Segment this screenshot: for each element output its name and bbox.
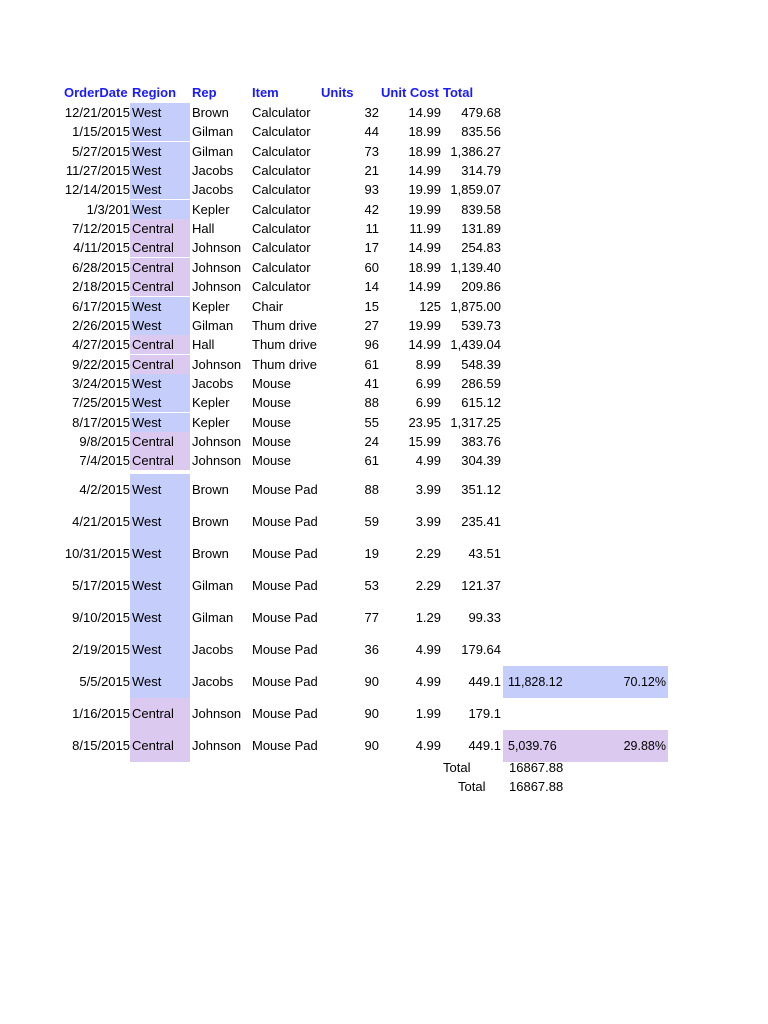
units-cell[interactable]: 73 [364, 143, 379, 159]
order-date-cell[interactable]: 4/11/2015 [73, 240, 130, 256]
table-row [0, 393, 768, 412]
item-cell[interactable]: Calculator [252, 201, 311, 217]
item-cell[interactable]: Mouse Pad [252, 577, 318, 593]
total-cell[interactable]: 548.39 [461, 356, 501, 372]
table-row [0, 698, 768, 730]
unit-cost-cell[interactable]: 4.99 [415, 738, 441, 754]
table-row [0, 634, 768, 666]
item-cell[interactable]: Thum drive [252, 356, 318, 372]
total-label[interactable]: Total [443, 760, 471, 775]
region-cell[interactable]: Central [130, 355, 190, 374]
total-cell[interactable]: 43.51 [468, 545, 501, 561]
region-cell[interactable]: West [130, 506, 190, 538]
item-cell[interactable]: Calculator [252, 182, 311, 198]
header-units[interactable]: Units [321, 85, 354, 100]
order-date-cell[interactable]: 2/19/2015 [72, 642, 130, 658]
item-cell[interactable]: Calculator [252, 240, 311, 256]
region-cell[interactable]: West [130, 103, 190, 122]
units-cell[interactable]: 93 [364, 182, 379, 198]
unit-cost-cell[interactable]: 18.99 [408, 259, 441, 275]
units-cell[interactable]: 88 [364, 395, 379, 411]
unit-cost-cell[interactable]: 19.99 [408, 317, 441, 333]
units-cell[interactable]: 53 [364, 577, 379, 593]
units-cell[interactable]: 32 [364, 105, 379, 120]
rep-cell[interactable]: Hall [192, 221, 215, 237]
item-cell[interactable]: Mouse Pad [252, 642, 318, 658]
total-cell[interactable]: 615.12 [461, 395, 501, 411]
table-row [0, 103, 768, 122]
region-cell[interactable]: West [130, 161, 190, 180]
table-row [0, 506, 768, 538]
region-cell[interactable]: West [130, 393, 190, 412]
total-row-2 [0, 777, 768, 796]
units-cell[interactable]: 15 [364, 298, 379, 314]
table-row [0, 219, 768, 238]
table-row [0, 238, 768, 257]
unit-cost-cell[interactable]: 14.99 [408, 279, 441, 295]
total-cell[interactable]: 1,386.27 [450, 143, 501, 159]
rep-cell[interactable]: Gilman [192, 143, 234, 159]
order-date-cell[interactable]: 7/25/2015 [72, 395, 130, 411]
unit-cost-cell[interactable]: 6.99 [415, 375, 441, 391]
table-row [0, 432, 768, 451]
region-cell[interactable]: Central [130, 335, 190, 354]
unit-cost-cell[interactable]: 2.29 [415, 545, 441, 561]
units-cell[interactable]: 27 [364, 317, 379, 333]
order-date-cell[interactable]: 6/17/2015 [72, 298, 130, 314]
rep-cell[interactable]: Kepler [192, 395, 230, 411]
table-row [0, 316, 768, 335]
region-percent-cell[interactable]: 70.12% [590, 666, 668, 698]
order-date-cell[interactable]: 9/22/2015 [72, 356, 130, 372]
rep-cell[interactable]: Johnson [192, 453, 242, 469]
total-label[interactable]: Total [458, 779, 486, 794]
item-cell[interactable]: Calculator [252, 143, 311, 159]
units-cell[interactable]: 61 [364, 453, 379, 469]
header-row [0, 83, 768, 102]
region-cell[interactable]: Central [130, 277, 190, 296]
region-cell[interactable]: West [130, 142, 190, 161]
unit-cost-cell[interactable]: 14.99 [408, 163, 441, 179]
header-unit-cost[interactable]: Unit Cost [381, 85, 439, 100]
unit-cost-cell[interactable]: 15.99 [408, 433, 441, 449]
unit-cost-cell[interactable]: 14.99 [408, 105, 441, 120]
total-cell[interactable]: 839.58 [461, 201, 501, 217]
rep-cell[interactable]: Jacobs [192, 642, 234, 658]
item-cell[interactable]: Mouse Pad [252, 674, 318, 690]
total-row-1 [0, 758, 768, 777]
region-cell[interactable]: Central [130, 219, 190, 238]
item-cell[interactable]: Mouse Pad [252, 738, 318, 754]
unit-cost-cell[interactable]: 1.99 [415, 706, 441, 722]
rep-cell[interactable]: Johnson [192, 279, 242, 295]
total-cell[interactable]: 304.39 [461, 453, 501, 469]
total-cell[interactable]: 1,859.07 [450, 182, 501, 198]
unit-cost-cell[interactable]: 14.99 [408, 337, 441, 353]
units-cell[interactable]: 59 [364, 513, 379, 529]
order-date-cell[interactable]: 9/8/2015 [79, 433, 130, 449]
order-date-cell[interactable]: 1/16/2015 [72, 706, 130, 722]
units-cell[interactable]: 96 [364, 337, 379, 353]
region-cell[interactable]: West [130, 374, 190, 393]
unit-cost-cell[interactable]: 19.99 [408, 201, 441, 217]
order-date-cell[interactable]: 7/4/2015 [79, 453, 130, 469]
units-cell[interactable]: 55 [364, 414, 379, 430]
rep-cell[interactable]: Johnson [192, 738, 242, 754]
item-cell[interactable]: Mouse Pad [252, 545, 318, 561]
region-percent-cell[interactable]: 29.88% [590, 730, 668, 762]
units-cell[interactable]: 19 [364, 545, 379, 561]
unit-cost-cell[interactable]: 23.95 [408, 414, 441, 430]
rep-cell[interactable]: Kepler [192, 414, 230, 430]
region-cell[interactable]: West [130, 413, 190, 432]
table-row [0, 666, 768, 698]
rep-cell[interactable]: Gilman [192, 317, 234, 333]
table-row [0, 335, 768, 354]
table-row [0, 355, 768, 374]
unit-cost-cell[interactable]: 3.99 [415, 513, 441, 529]
order-date-cell[interactable]: 9/10/2015 [72, 610, 130, 626]
rep-cell[interactable]: Brown [192, 513, 229, 529]
total-cell[interactable]: 235.41 [461, 513, 501, 529]
header-total[interactable]: Total [443, 85, 474, 100]
rep-cell[interactable]: Jacobs [192, 163, 234, 179]
table-row [0, 258, 768, 277]
order-date-cell[interactable]: 5/17/2015 [72, 577, 130, 593]
item-cell[interactable]: Mouse [252, 375, 292, 391]
region-sum-cell[interactable]: 5,039.76 [503, 730, 590, 762]
region-sum-cell[interactable]: 11,828.12 [503, 666, 590, 698]
rep-cell[interactable]: Gilman [192, 610, 234, 626]
item-cell[interactable]: Mouse [252, 433, 292, 449]
unit-cost-cell[interactable]: 2.29 [415, 577, 441, 593]
region-cell[interactable]: West [130, 538, 190, 570]
item-cell[interactable]: Mouse [252, 453, 292, 469]
rep-cell[interactable]: Johnson [192, 706, 242, 722]
region-cell[interactable]: West [130, 634, 190, 666]
rep-cell[interactable]: Jacobs [192, 674, 234, 690]
region-cell[interactable]: Central [130, 451, 190, 470]
units-cell[interactable]: 36 [364, 642, 379, 658]
region-cell[interactable]: Central [130, 258, 190, 277]
units-cell[interactable]: 44 [364, 124, 379, 140]
rep-cell[interactable]: Hall [192, 337, 215, 353]
order-date-cell[interactable]: 1/15/2015 [72, 124, 130, 140]
total-cell[interactable]: 131.89 [461, 221, 501, 237]
header-item[interactable]: Item [252, 85, 279, 100]
order-date-cell[interactable]: 4/21/2015 [72, 513, 130, 529]
item-cell[interactable]: Mouse Pad [252, 513, 318, 529]
rep-cell[interactable]: Johnson [192, 356, 242, 372]
region-cell[interactable]: West [130, 474, 190, 506]
total-cell[interactable]: 449.1 [468, 738, 501, 754]
item-cell[interactable]: Mouse Pad [252, 706, 318, 722]
region-cell[interactable]: West [130, 200, 190, 219]
item-cell[interactable]: Calculator [252, 221, 311, 237]
order-date-cell[interactable]: 3/24/2015 [72, 375, 130, 391]
order-date-cell[interactable]: 1/3/201 [86, 201, 130, 217]
table-row [0, 180, 768, 199]
total-cell[interactable]: 351.12 [461, 481, 501, 497]
total-cell[interactable]: 1,439.04 [450, 337, 501, 353]
item-cell[interactable]: Calculator [252, 259, 311, 275]
table-row [0, 538, 768, 570]
item-cell[interactable]: Chair [252, 298, 284, 314]
region-cell[interactable]: West [130, 180, 190, 199]
item-cell[interactable]: Calculator [252, 105, 311, 120]
units-cell[interactable]: 90 [364, 674, 379, 690]
item-cell[interactable]: Mouse Pad [252, 610, 318, 626]
total-cell[interactable]: 121.37 [461, 577, 501, 593]
item-cell[interactable]: Calculator [252, 163, 311, 179]
unit-cost-cell[interactable]: 4.99 [415, 642, 441, 658]
table-row [0, 374, 768, 393]
units-cell[interactable]: 17 [364, 240, 379, 256]
header-rep[interactable]: Rep [192, 85, 217, 100]
units-cell[interactable]: 41 [364, 375, 379, 391]
total-cell[interactable]: 99.33 [468, 610, 501, 626]
region-cell[interactable]: Central [130, 238, 190, 257]
table-row [0, 297, 768, 316]
total-cell[interactable]: 383.76 [461, 433, 501, 449]
item-cell[interactable]: Mouse Pad [252, 481, 318, 497]
rep-cell[interactable]: Johnson [192, 433, 242, 449]
units-cell[interactable]: 14 [364, 279, 379, 295]
region-cell[interactable]: West [130, 666, 190, 698]
total-cell[interactable]: 314.79 [461, 163, 501, 179]
order-date-cell[interactable]: 6/28/2015 [72, 259, 130, 275]
table-row [0, 570, 768, 602]
unit-cost-cell[interactable]: 3.99 [415, 481, 441, 497]
total-value[interactable]: 16867.88 [509, 760, 564, 775]
item-cell[interactable]: Thum drive [252, 317, 318, 333]
total-value[interactable]: 16867.88 [509, 779, 564, 794]
total-cell[interactable]: 1,139.40 [450, 259, 501, 275]
rep-cell[interactable]: Brown [192, 481, 229, 497]
item-cell[interactable]: Calculator [252, 124, 311, 140]
units-cell[interactable]: 21 [364, 163, 379, 179]
order-date-cell[interactable]: 8/15/2015 [72, 738, 130, 754]
region-cell[interactable]: West [130, 570, 190, 602]
table-row [0, 200, 768, 219]
region-cell[interactable]: Central [130, 698, 190, 730]
total-cell[interactable]: 179.64 [461, 642, 501, 658]
total-cell[interactable]: 449.1 [468, 674, 501, 690]
units-cell[interactable]: 11 [365, 221, 379, 237]
units-cell[interactable]: 90 [364, 738, 379, 754]
table-row [0, 451, 768, 470]
order-date-cell[interactable]: 5/5/2015 [79, 674, 130, 690]
table-row [0, 142, 768, 161]
order-date-cell[interactable]: 4/27/2015 [72, 337, 130, 353]
total-cell[interactable]: 835.56 [461, 124, 501, 140]
units-cell[interactable]: 24 [364, 433, 379, 449]
rep-cell[interactable]: Brown [192, 105, 229, 120]
unit-cost-cell[interactable]: 14.99 [408, 240, 441, 256]
header-order-date[interactable]: OrderDate [64, 85, 128, 100]
rep-cell[interactable]: Jacobs [192, 375, 234, 391]
header-region[interactable]: Region [132, 85, 177, 100]
item-cell[interactable]: Mouse [252, 414, 292, 430]
table-row [0, 161, 768, 180]
region-cell[interactable]: West [130, 122, 190, 141]
region-cell[interactable]: West [130, 316, 190, 335]
units-cell[interactable]: 90 [364, 706, 379, 722]
total-cell[interactable]: 479.68 [461, 105, 501, 120]
unit-cost-cell[interactable]: 11.99 [409, 221, 441, 237]
table-row [0, 122, 768, 141]
rep-cell[interactable]: Johnson [192, 240, 242, 256]
order-date-cell[interactable]: 8/17/2015 [72, 414, 130, 430]
rep-cell[interactable]: Johnson [192, 259, 242, 275]
unit-cost-cell[interactable]: 19.99 [408, 182, 441, 198]
table-row [0, 602, 768, 634]
order-date-cell[interactable]: 2/18/2015 [72, 279, 130, 295]
unit-cost-cell[interactable]: 4.99 [415, 674, 441, 690]
order-date-cell[interactable]: 5/27/2015 [72, 143, 130, 159]
region-cell[interactable]: Central [130, 432, 190, 451]
order-date-cell[interactable]: 10/31/2015 [64, 545, 130, 561]
rep-cell[interactable]: Kepler [192, 201, 230, 217]
unit-cost-cell[interactable]: 18.99 [408, 124, 441, 140]
region-cell[interactable]: West [130, 602, 190, 634]
unit-cost-cell[interactable]: 1.29 [415, 610, 441, 626]
item-cell[interactable]: Thum drive [252, 337, 318, 353]
order-date-cell[interactable]: 2/26/2015 [72, 317, 130, 333]
order-date-cell[interactable]: 11/27/2015 [65, 163, 130, 179]
unit-cost-cell[interactable]: 6.99 [415, 395, 441, 411]
units-cell[interactable]: 61 [364, 356, 379, 372]
unit-cost-cell[interactable]: 18.99 [408, 143, 441, 159]
total-cell[interactable]: 179.1 [468, 706, 501, 722]
units-cell[interactable]: 77 [364, 610, 379, 626]
region-cell[interactable]: Central [130, 730, 190, 762]
total-cell[interactable]: 286.59 [461, 375, 501, 391]
order-date-cell[interactable]: 12/21/2015 [64, 105, 130, 120]
total-cell[interactable]: 254.83 [461, 240, 501, 256]
total-cell[interactable]: 1,875.00 [450, 298, 501, 314]
item-cell[interactable]: Mouse [252, 395, 292, 411]
item-cell[interactable]: Calculator [252, 279, 311, 295]
table-row [0, 474, 768, 506]
region-cell[interactable]: West [130, 297, 190, 316]
table-row [0, 277, 768, 296]
order-date-cell[interactable]: 7/12/2015 [72, 221, 130, 237]
order-date-cell[interactable]: 4/2/2015 [79, 481, 130, 497]
total-cell[interactable]: 539.73 [461, 317, 501, 333]
unit-cost-cell[interactable]: 8.99 [415, 356, 441, 372]
rep-cell[interactable]: Gilman [192, 124, 234, 140]
units-cell[interactable]: 42 [364, 201, 379, 217]
rep-cell[interactable]: Gilman [192, 577, 234, 593]
total-cell[interactable]: 1,317.25 [450, 414, 501, 430]
units-cell[interactable]: 60 [364, 259, 379, 275]
rep-cell[interactable]: Kepler [192, 298, 230, 314]
unit-cost-cell[interactable]: 4.99 [415, 453, 441, 469]
rep-cell[interactable]: Brown [192, 545, 229, 561]
unit-cost-cell[interactable]: 125 [419, 298, 441, 314]
table-row [0, 413, 768, 432]
order-date-cell[interactable]: 12/14/2015 [64, 182, 130, 198]
units-cell[interactable]: 88 [364, 481, 379, 497]
total-cell[interactable]: 209.86 [461, 279, 501, 295]
rep-cell[interactable]: Jacobs [192, 182, 234, 198]
